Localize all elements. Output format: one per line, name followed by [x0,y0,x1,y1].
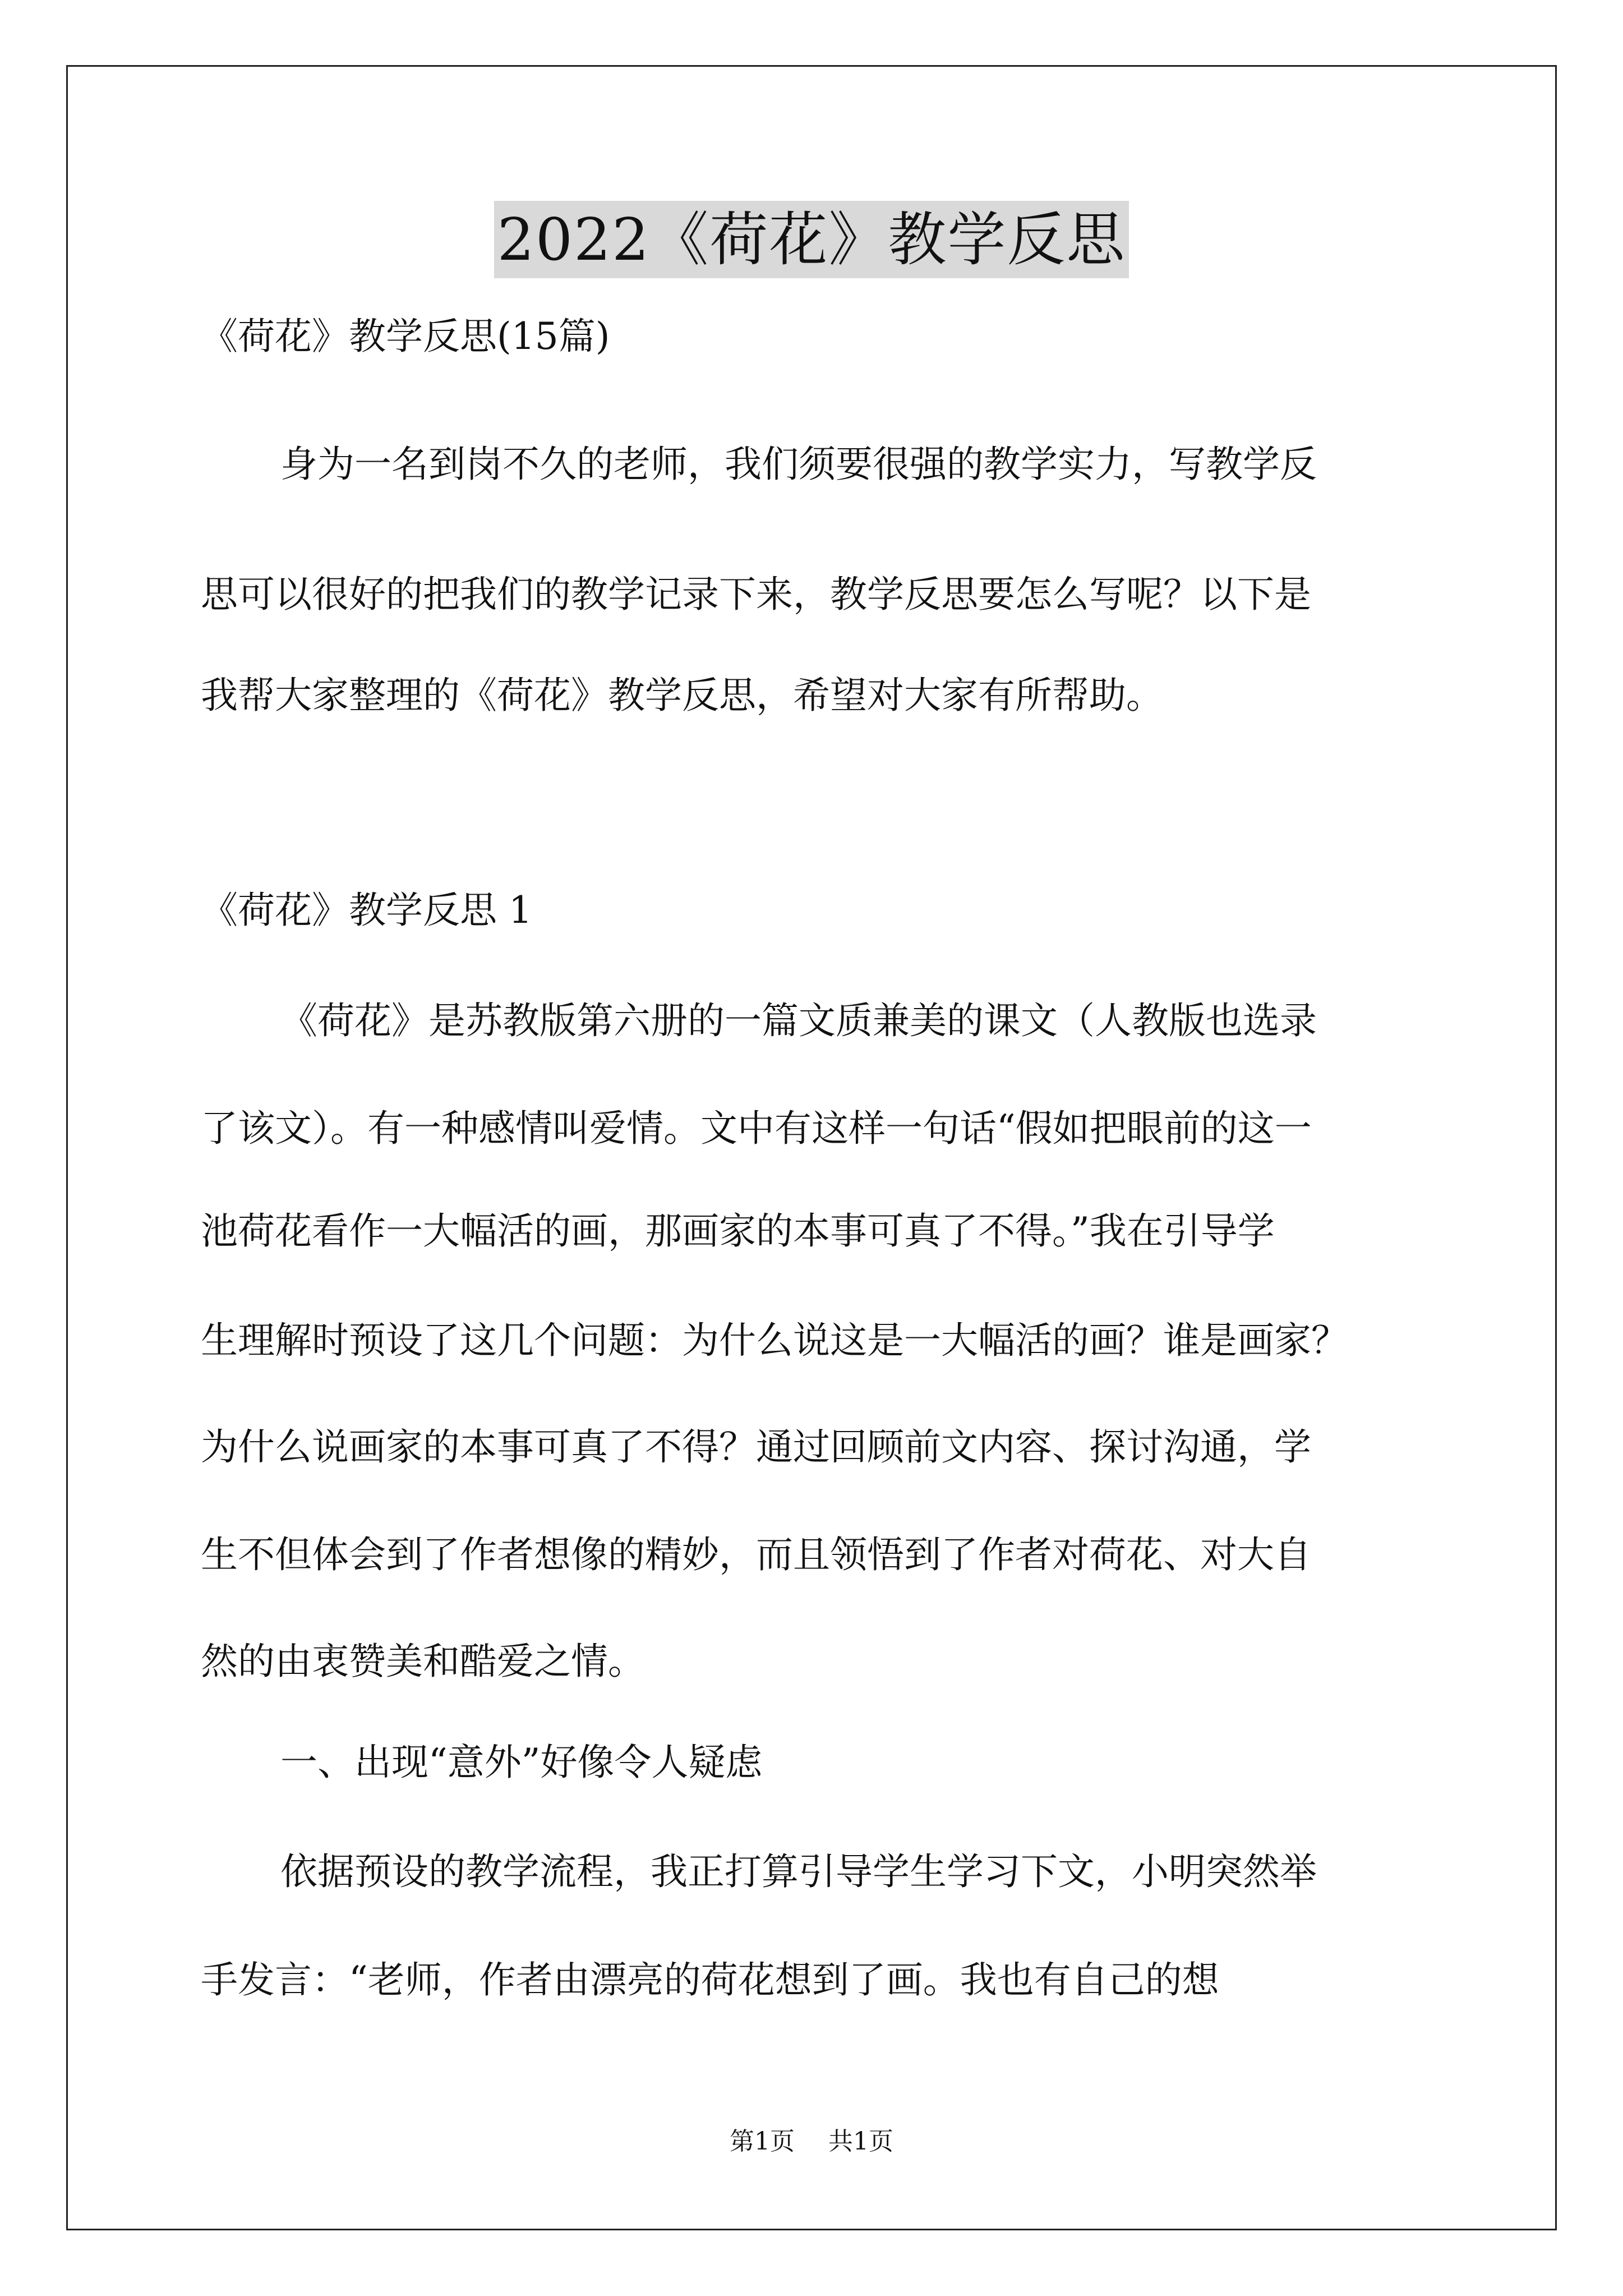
last-line-2: 手发言：“老师，作者由漂亮的荷花想到了画。我也有自己的想 [201,1958,1219,2001]
section-line-5: 为什么说画家的本事可真了不得？通过回顾前文内容、探讨沟通，学 [201,1425,1311,1469]
document-subtitle: 《荷花》教学反思(15篇) [201,315,610,358]
title-wrapper [0,201,1623,278]
page-number-total: 共1页 [828,2127,893,2156]
intro-line-2: 思可以很好的把我们的教学记录下来，教学反思要怎么写呢？以下是 [201,573,1311,616]
intro-line-1: 身为一名到岗不久的老师，我们须要很强的教学实力，写教学反 [280,443,1317,486]
section-line-2: 了该文）。有一种感情叫爱情。文中有这样一句话“假如把眼前的这一 [201,1107,1312,1150]
document-title: 2022《荷花》教学反思 [494,201,1129,278]
last-line-1: 依据预设的教学流程，我正打算引导学生学习下文，小明突然举 [280,1850,1317,1893]
intro-line-3: 我帮大家整理的《荷花》教学反思，希望对大家有所帮助。 [201,674,1163,717]
section-line-3: 池荷花看作一大幅活的画，那画家的本事可真了不得。”我在引导学 [201,1209,1275,1253]
section-heading: 《荷花》教学反思 1 [201,889,532,932]
page-footer [0,2126,1623,2157]
section-line-6: 生不但体会到了作者想像的精妙，而且领悟到了作者对荷花、对大自 [201,1533,1311,1576]
section-line-7: 然的由衷赞美和酷爱之情。 [201,1640,645,1683]
section-line-1: 《荷花》是苏教版第六册的一篇文质兼美的课文（人教版也选录 [280,999,1317,1042]
subheading: 一、出现“意外”好像令人疑虑 [280,1741,763,1784]
section-line-4: 生理解时预设了这几个问题：为什么说这是一大幅活的画？谁是画家？ [201,1319,1348,1362]
page-number-current: 第1页 [730,2127,795,2156]
